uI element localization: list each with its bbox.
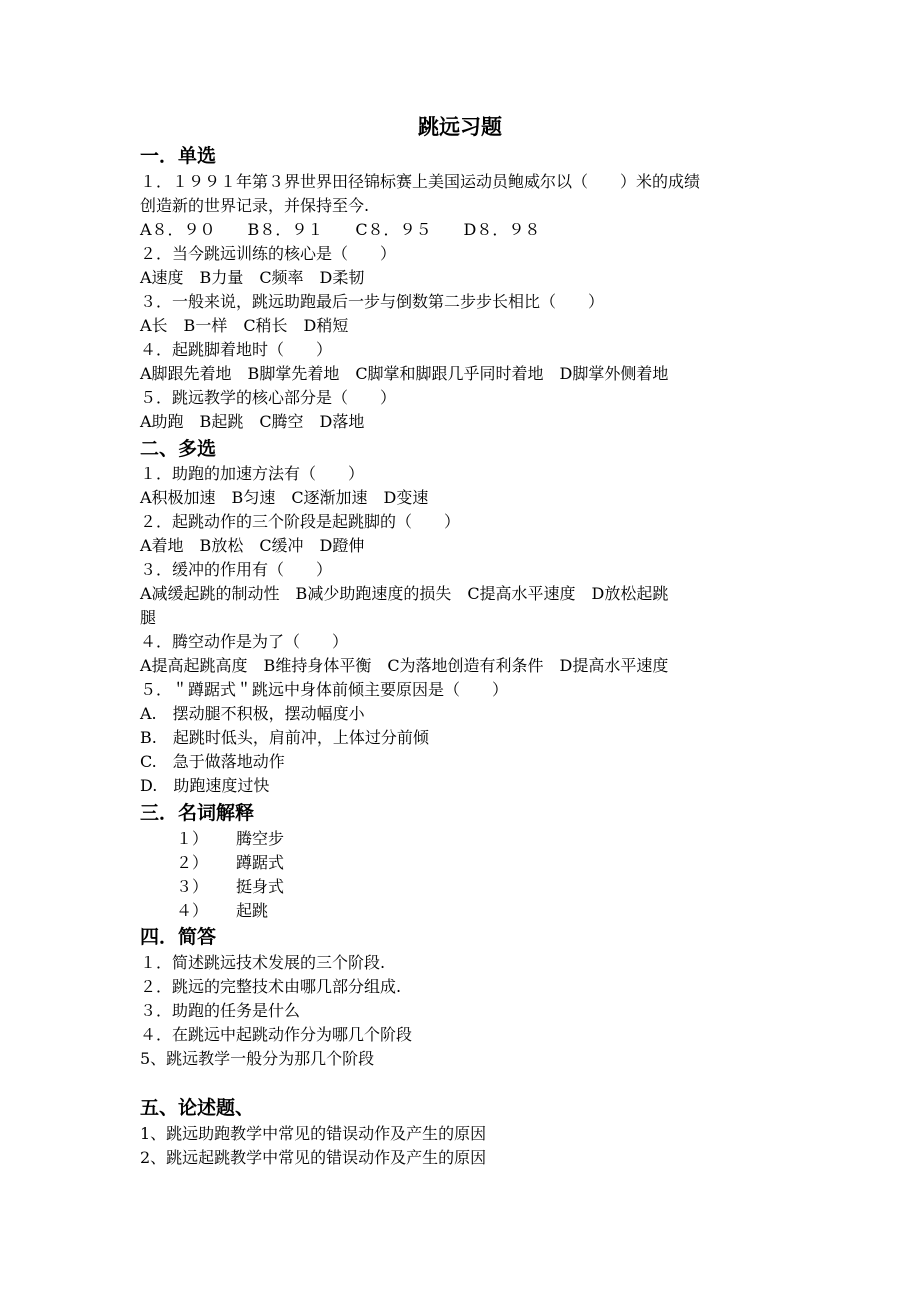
question-line: １．１９９１年第３界世界田径锦标赛上美国运动员鲍威尔以（ ）米的成绩 [140,172,701,191]
question-line: ２．当今跳远训练的核心是（ ） [140,244,397,263]
options-line: A速度 B力量 C频率 D柔韧 [140,268,365,287]
question-line: 5、跳远教学一般分为那几个阶段 [140,1049,375,1068]
question-line: 创造新的世界记录，并保持至今. [140,196,370,215]
option-b-line: B. 起跳时低头，肩前冲，上体过分前倾 [140,728,429,747]
options-line: A减缓起跳的制动性 B减少助跑速度的损失 C提高水平速度 D放松起跳 [140,584,669,603]
option-c-line: C. 急于做落地动作 [140,752,285,771]
question-line: ３．缓冲的作用有（ ） [140,560,333,579]
options-line: A积极加速 B匀速 C逐渐加速 D变速 [140,488,429,507]
question-line: ５．＂蹲踞式＂跳远中身体前倾主要原因是（ ） [140,680,509,699]
options-line: A助跑 B起跳 C腾空 D落地 [140,412,365,431]
question-line: ３．助跑的任务是什么 [140,1001,301,1020]
question-line: 1、跳远助跑教学中常见的错误动作及产生的原因 [140,1124,487,1143]
section-heading-multiple-choice: 二、多选 [140,438,217,460]
term-text: 腾空步 [236,829,285,848]
term-text: 起跳 [236,901,269,920]
question-line: ２．跳远的完整技术由哪几部分组成. [140,977,402,996]
question-line: ２．起跳动作的三个阶段是起跳脚的（ ） [140,512,461,531]
term-text: 蹲踞式 [236,853,285,872]
options-line: A脚跟先着地 B脚掌先着地 C脚掌和脚跟几乎同时着地 D脚掌外侧着地 [140,364,669,383]
section-heading-terms: 三．名词解释 [140,802,255,824]
question-line: ４．在跳远中起跳动作分为哪几个阶段 [140,1025,413,1044]
document-title: 跳远习题 [418,115,502,139]
section-heading-essay: 五、论述题、 [140,1097,255,1119]
option-a-line: A. 摆动腿不积极，摆动幅度小 [140,704,365,723]
question-line: ４．腾空动作是为了（ ） [140,632,349,651]
section-heading-single-choice: 一．单选 [140,145,217,167]
options-line: A８．９０ B８．９１ C８．９５ D８．９８ [140,220,541,239]
question-line: ５．跳远教学的核心部分是（ ） [140,388,397,407]
term-text: 挺身式 [236,877,285,896]
question-line: １．简述跳远技术发展的三个阶段. [140,953,386,972]
options-line: A着地 B放松 C缓冲 D蹬伸 [140,536,365,555]
term-number: ３） [176,877,209,896]
question-line: ３．一般来说，跳远助跑最后一步与倒数第二步步长相比（ ） [140,292,605,311]
question-line: １．助跑的加速方法有（ ） [140,464,365,483]
term-number: ４） [176,901,209,920]
options-line: A提高起跳高度 B维持身体平衡 C为落地创造有利条件 D提高水平速度 [140,656,669,675]
section-heading-short-answer: 四．简答 [140,926,217,948]
question-line: 2、跳远起跳教学中常见的错误动作及产生的原因 [140,1148,487,1167]
option-d-line: D. 助跑速度过快 [140,776,270,795]
options-line-continued: 腿 [140,608,157,627]
term-number: ２） [176,853,209,872]
question-line: ４．起跳脚着地时（ ） [140,340,333,359]
options-line: A长 B一样 C稍长 D稍短 [140,316,349,335]
term-number: １） [176,829,209,848]
